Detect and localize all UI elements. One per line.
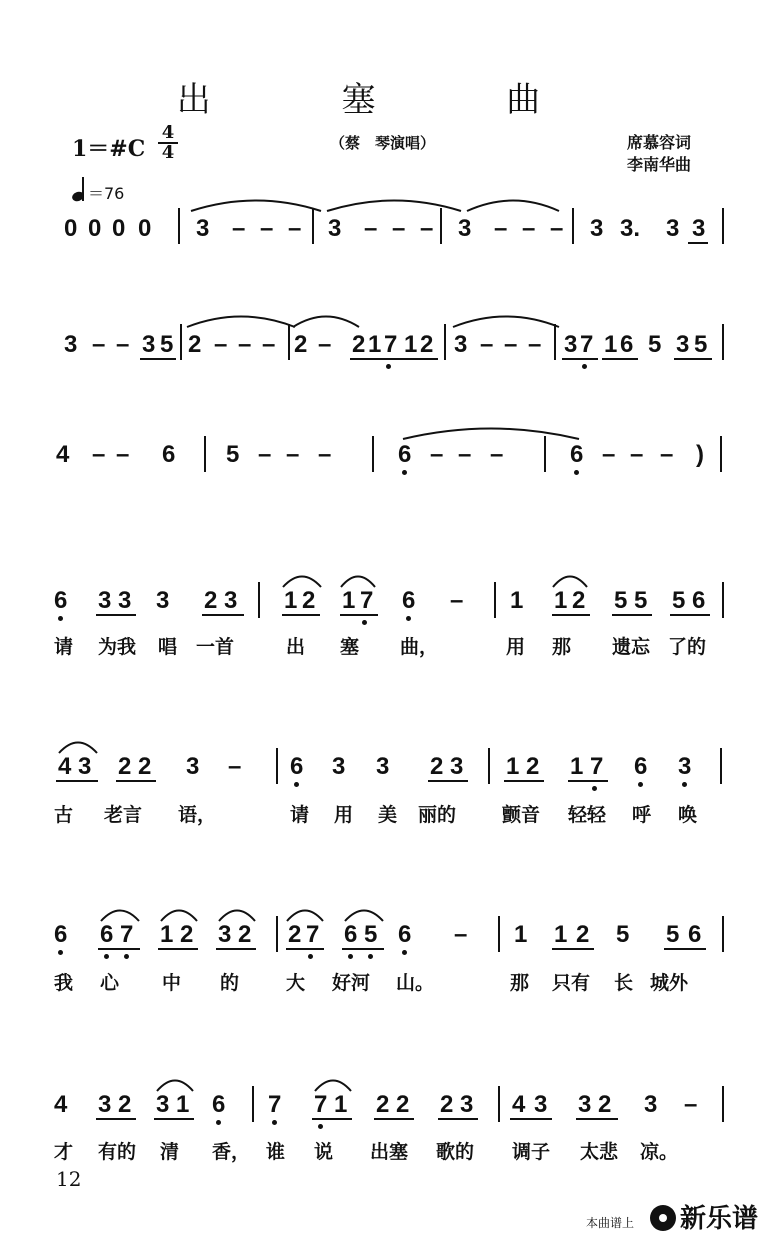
credits xyxy=(627,132,691,176)
note: – xyxy=(660,441,674,468)
lyric-syllable: 了的 xyxy=(668,636,707,658)
note: 1 xyxy=(176,1091,190,1118)
underline-beam xyxy=(612,614,652,616)
tempo-value: ＝76 xyxy=(88,184,125,203)
record-disc-icon xyxy=(650,1205,676,1231)
underline-beam xyxy=(688,242,708,244)
note: – xyxy=(450,587,464,614)
note: 6 xyxy=(620,331,634,358)
note: – xyxy=(528,331,542,358)
barline xyxy=(494,582,496,618)
note: – xyxy=(232,215,246,242)
note: 6 xyxy=(212,1091,226,1118)
barline xyxy=(276,916,278,952)
barline xyxy=(276,748,278,784)
tempo-marking xyxy=(72,177,124,204)
barline xyxy=(722,582,724,618)
underline-beam xyxy=(428,780,468,782)
note: 3 xyxy=(142,331,156,358)
note: 6 xyxy=(162,441,176,468)
page-number: 12 xyxy=(56,1167,82,1191)
lyric-syllable: 心 xyxy=(100,972,120,994)
note: 7 xyxy=(314,1091,328,1118)
note: 3 xyxy=(156,587,170,614)
note: 7 xyxy=(306,921,320,948)
note: 1 xyxy=(554,587,568,614)
low-octave-dot xyxy=(58,950,63,955)
note: 7 xyxy=(590,753,604,780)
note: 2 xyxy=(376,1091,390,1118)
low-octave-dot xyxy=(682,782,687,787)
lyric-syllable: 调子 xyxy=(512,1141,551,1163)
note: 3 xyxy=(458,215,472,242)
note: 1 xyxy=(604,331,618,358)
underline-beam xyxy=(670,614,710,616)
note: – xyxy=(430,441,444,468)
note: – xyxy=(214,331,228,358)
note: 6 xyxy=(634,753,648,780)
note: 0 xyxy=(64,215,78,242)
note: 0 xyxy=(88,215,102,242)
note: – xyxy=(392,215,406,242)
note: 4 xyxy=(54,1091,68,1118)
lyric-syllable: 说 xyxy=(314,1141,334,1163)
note: – xyxy=(480,331,494,358)
note: 1 xyxy=(554,921,568,948)
barline xyxy=(554,324,556,360)
barline xyxy=(572,208,574,244)
lyric-syllable: 大 xyxy=(286,972,306,994)
slur-arc xyxy=(402,424,580,440)
note: 3 xyxy=(64,331,78,358)
note: 4 xyxy=(58,753,72,780)
lyric-syllable: 才 xyxy=(54,1141,74,1163)
underline-beam xyxy=(576,1118,618,1120)
note: 5 xyxy=(160,331,174,358)
lyricist-credit: 席慕容词 xyxy=(627,133,692,152)
barline xyxy=(498,916,500,952)
note: 3 xyxy=(224,587,238,614)
note: – xyxy=(522,215,536,242)
barline xyxy=(444,324,446,360)
lyric-syllable: 请 xyxy=(290,804,310,826)
note: 7 xyxy=(268,1091,282,1118)
lyric-syllable: 遗忘 xyxy=(612,636,651,658)
note: 6 xyxy=(54,921,68,948)
low-octave-dot xyxy=(272,1120,277,1125)
note: 0 xyxy=(138,215,152,242)
composer-credit: 李南华曲 xyxy=(627,155,692,174)
note: 7 xyxy=(360,587,374,614)
note: – xyxy=(318,441,332,468)
note: 6 xyxy=(54,587,68,614)
underline-beam xyxy=(56,780,98,782)
note: 3 xyxy=(78,753,92,780)
note: – xyxy=(420,215,434,242)
note: 5 xyxy=(364,921,378,948)
song-title: 出 塞 曲 xyxy=(176,80,601,120)
note: 3 xyxy=(156,1091,170,1118)
slur-arc xyxy=(292,312,360,328)
barline xyxy=(722,916,724,952)
underline-beam xyxy=(340,614,378,616)
note: 2 xyxy=(420,331,434,358)
barline xyxy=(544,436,546,472)
note: – xyxy=(258,441,272,468)
note: 6 xyxy=(688,921,702,948)
note: 6 xyxy=(344,921,358,948)
barline xyxy=(258,582,260,618)
note: 2 xyxy=(302,587,316,614)
note: 5 xyxy=(614,587,628,614)
lyric-syllable: 唱 xyxy=(158,636,178,658)
note: – xyxy=(364,215,378,242)
barline xyxy=(312,208,314,244)
note: 3 xyxy=(454,331,468,358)
lyric-syllable: 太悲 xyxy=(580,1141,619,1163)
note: – xyxy=(602,441,616,468)
underline-beam xyxy=(154,1118,194,1120)
note: 3 xyxy=(450,753,464,780)
lyric-syllable: 好河 xyxy=(332,972,371,994)
low-octave-dot xyxy=(294,782,299,787)
note: 3 xyxy=(186,753,200,780)
lyric-syllable: 呼 xyxy=(632,804,652,826)
underline-beam xyxy=(96,1118,136,1120)
note: 3 xyxy=(666,215,680,242)
underline-beam xyxy=(552,948,594,950)
lyric-syllable: 歌的 xyxy=(436,1141,475,1163)
note: 2 xyxy=(118,753,132,780)
note: 7 xyxy=(580,331,594,358)
note: 3 xyxy=(376,753,390,780)
underline-beam xyxy=(374,1118,414,1120)
low-octave-dot xyxy=(582,364,587,369)
note: 2 xyxy=(238,921,252,948)
note: 2 xyxy=(180,921,194,948)
lyric-syllable: 中 xyxy=(162,972,182,994)
underline-beam xyxy=(664,948,706,950)
lyric-syllable: 古 xyxy=(54,804,74,826)
note: 1 xyxy=(506,753,520,780)
lyric-syllable: 请 xyxy=(54,636,74,658)
note: – xyxy=(630,441,644,468)
barline xyxy=(722,1086,724,1122)
lyric-syllable: 塞 xyxy=(340,636,360,658)
note: 6 xyxy=(398,921,412,948)
note: – xyxy=(116,331,130,358)
low-octave-dot xyxy=(308,954,313,959)
barline xyxy=(180,324,182,360)
low-octave-dot xyxy=(368,954,373,959)
note: – xyxy=(260,215,274,242)
note: 4 xyxy=(512,1091,526,1118)
note: – xyxy=(238,331,252,358)
note: 3 xyxy=(118,587,132,614)
underline-beam xyxy=(568,780,608,782)
low-octave-dot xyxy=(348,954,353,959)
lyric-syllable: 唤 xyxy=(678,804,698,826)
note: – xyxy=(454,921,468,948)
slur-arc xyxy=(452,312,560,328)
note: – xyxy=(286,441,300,468)
barline xyxy=(720,748,722,784)
note: 2 xyxy=(352,331,366,358)
lyric-syllable: 颤音 xyxy=(502,804,541,826)
low-octave-dot xyxy=(124,954,129,959)
note: – xyxy=(504,331,518,358)
note: 3 xyxy=(98,1091,112,1118)
note: 5 xyxy=(634,587,648,614)
underline-beam xyxy=(504,780,544,782)
slur-arc xyxy=(186,312,296,328)
note: 1 xyxy=(368,331,382,358)
note: 5 xyxy=(226,441,240,468)
watermark-logo xyxy=(650,1198,758,1235)
note: – xyxy=(92,441,106,468)
barline xyxy=(440,208,442,244)
barline xyxy=(372,436,374,472)
key-signature: 1＝#C xyxy=(72,136,146,162)
lyric-syllable: 那 xyxy=(552,636,572,658)
note: 1 xyxy=(514,921,528,948)
low-octave-dot xyxy=(318,1124,323,1129)
lyric-syllable: 为我 xyxy=(98,636,137,658)
barline xyxy=(498,1086,500,1122)
lyric-syllable: 香， xyxy=(212,1141,251,1163)
lyric-syllable: 清 xyxy=(160,1141,180,1163)
underline-beam xyxy=(282,614,320,616)
performer-credit: （蔡 琴演唱） xyxy=(330,134,436,152)
lyric-syllable: 老言 xyxy=(104,804,143,826)
lyric-syllable: 我 xyxy=(54,972,74,994)
lyric-syllable: 那 xyxy=(510,972,530,994)
note: 3 xyxy=(328,215,342,242)
note: 3 xyxy=(218,921,232,948)
note: 2 xyxy=(294,331,308,358)
note: 5 xyxy=(666,921,680,948)
note: 6 xyxy=(100,921,114,948)
underline-beam xyxy=(98,948,140,950)
time-signature-bottom: 4 xyxy=(158,142,178,162)
slur-arc xyxy=(466,196,560,212)
note: 2 xyxy=(576,921,590,948)
low-octave-dot xyxy=(406,616,411,621)
note: 2 xyxy=(598,1091,612,1118)
time-signature xyxy=(158,124,178,162)
underline-beam xyxy=(438,1118,478,1120)
note: 3 xyxy=(564,331,578,358)
note: 3 xyxy=(98,587,112,614)
underline-beam xyxy=(674,358,712,360)
watermark-prefix: 本曲谱上 xyxy=(586,1216,635,1230)
note: 5 xyxy=(648,331,662,358)
barline xyxy=(720,436,722,472)
watermark-brand: 新乐谱 xyxy=(680,1204,759,1234)
barline xyxy=(204,436,206,472)
note: 1 xyxy=(284,587,298,614)
low-octave-dot xyxy=(402,950,407,955)
note: 1 xyxy=(510,587,524,614)
barline xyxy=(722,324,724,360)
low-octave-dot xyxy=(216,1120,221,1125)
note: – xyxy=(490,441,504,468)
note: 3. xyxy=(620,215,641,242)
lyric-syllable: 谁 xyxy=(266,1141,286,1163)
note: 2 xyxy=(430,753,444,780)
note: 3 xyxy=(534,1091,548,1118)
time-signature-top: 4 xyxy=(161,122,175,143)
note: 3 xyxy=(678,753,692,780)
lyric-syllable: 出塞 xyxy=(370,1141,409,1163)
barline xyxy=(288,324,290,360)
note: – xyxy=(684,1091,698,1118)
note: 3 xyxy=(578,1091,592,1118)
lyric-syllable: 凉。 xyxy=(640,1141,679,1163)
underline-beam xyxy=(342,948,384,950)
low-octave-dot xyxy=(402,470,407,475)
note: 1 xyxy=(334,1091,348,1118)
note: 2 xyxy=(138,753,152,780)
note: 6 xyxy=(290,753,304,780)
underline-beam xyxy=(312,1118,352,1120)
note: 1 xyxy=(404,331,418,358)
note: – xyxy=(458,441,472,468)
underline-beam xyxy=(158,948,198,950)
note: 2 xyxy=(440,1091,454,1118)
note: 3 xyxy=(460,1091,474,1118)
note: 3 xyxy=(590,215,604,242)
underline-beam xyxy=(562,358,598,360)
note: 3 xyxy=(644,1091,658,1118)
low-octave-dot xyxy=(386,364,391,369)
note: ) xyxy=(696,441,704,468)
barline xyxy=(252,1086,254,1122)
note: 3 xyxy=(196,215,210,242)
low-octave-dot xyxy=(58,616,63,621)
underline-beam xyxy=(140,358,176,360)
note: 7 xyxy=(120,921,134,948)
lyric-syllable: 轻轻 xyxy=(568,804,607,826)
low-octave-dot xyxy=(104,954,109,959)
note: 7 xyxy=(384,331,398,358)
note: – xyxy=(494,215,508,242)
slur-arc xyxy=(190,196,322,212)
barline xyxy=(722,208,724,244)
lyric-syllable: 山。 xyxy=(396,972,435,994)
lyric-syllable: 用 xyxy=(334,804,354,826)
underline-beam xyxy=(402,358,438,360)
lyric-syllable: 曲， xyxy=(400,636,439,658)
note: – xyxy=(228,753,242,780)
note: 2 xyxy=(396,1091,410,1118)
note: 1 xyxy=(570,753,584,780)
low-octave-dot xyxy=(638,782,643,787)
underline-beam xyxy=(552,614,590,616)
note: 6 xyxy=(692,587,706,614)
note: – xyxy=(288,215,302,242)
note: 2 xyxy=(572,587,586,614)
note: 2 xyxy=(118,1091,132,1118)
underline-beam xyxy=(510,1118,552,1120)
barline xyxy=(178,208,180,244)
note: – xyxy=(92,331,106,358)
note: – xyxy=(116,441,130,468)
underline-beam xyxy=(202,614,244,616)
note: – xyxy=(550,215,564,242)
note: 3 xyxy=(332,753,346,780)
note: 3 xyxy=(676,331,690,358)
lyric-syllable: 出 xyxy=(286,636,306,658)
underline-beam xyxy=(216,948,256,950)
note: 2 xyxy=(188,331,202,358)
lyric-syllable: 长 xyxy=(614,972,634,994)
barline xyxy=(488,748,490,784)
note: 6 xyxy=(398,441,412,468)
low-octave-dot xyxy=(574,470,579,475)
underline-beam xyxy=(286,948,324,950)
underline-beam xyxy=(602,358,638,360)
note: 2 xyxy=(204,587,218,614)
note: 5 xyxy=(694,331,708,358)
low-octave-dot xyxy=(362,620,367,625)
lyric-syllable: 美 xyxy=(378,804,398,826)
lyric-syllable: 丽的 xyxy=(418,804,457,826)
note: 1 xyxy=(342,587,356,614)
note: 5 xyxy=(672,587,686,614)
underline-beam xyxy=(350,358,402,360)
lyric-syllable: 城外 xyxy=(650,972,689,994)
note: 6 xyxy=(402,587,416,614)
note: 0 xyxy=(112,215,126,242)
lyric-syllable: 只有 xyxy=(552,972,591,994)
note: 3 xyxy=(692,215,706,242)
note: 6 xyxy=(570,441,584,468)
underline-beam xyxy=(96,614,136,616)
lyric-syllable: 有的 xyxy=(98,1141,137,1163)
note: 2 xyxy=(526,753,540,780)
note: 1 xyxy=(160,921,174,948)
lyric-syllable: 用 xyxy=(506,636,526,658)
lyric-syllable: 语， xyxy=(178,804,217,826)
underline-beam xyxy=(116,780,156,782)
note: – xyxy=(262,331,276,358)
lyric-syllable: 一首 xyxy=(196,636,235,658)
lyric-syllable: 的 xyxy=(220,972,240,994)
note: 2 xyxy=(288,921,302,948)
note: 5 xyxy=(616,921,630,948)
low-octave-dot xyxy=(592,786,597,791)
note: – xyxy=(318,331,332,358)
note: 4 xyxy=(56,441,70,468)
